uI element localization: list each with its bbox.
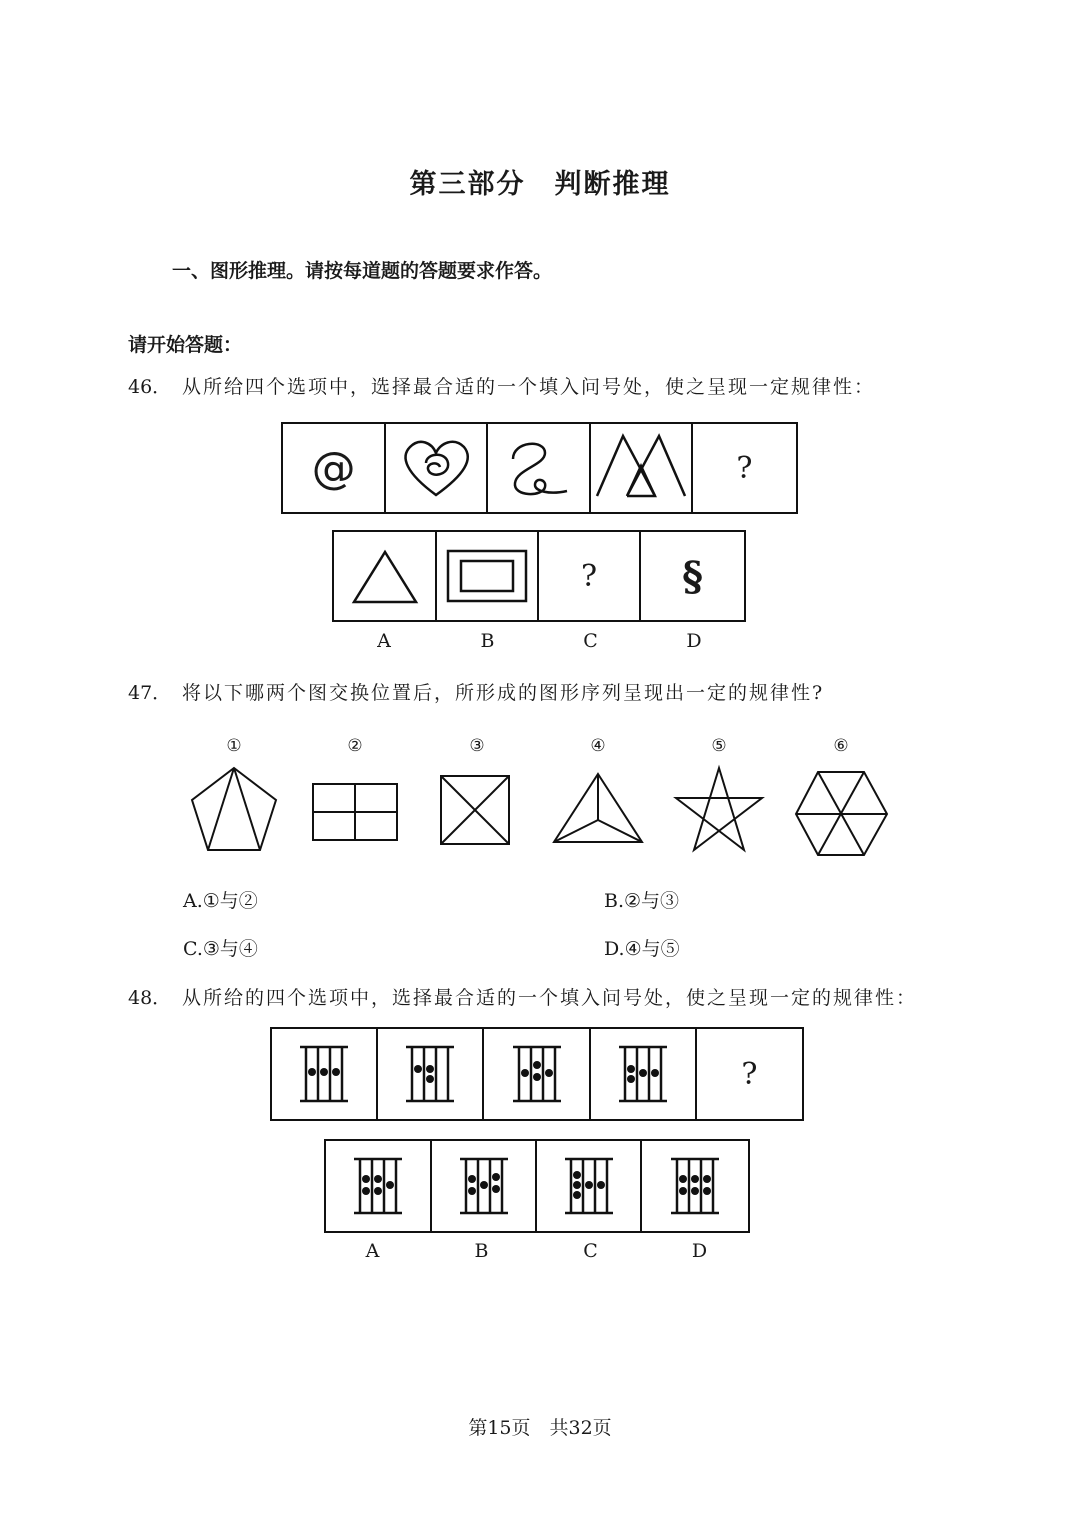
abacus-drawing [350,1155,406,1217]
question-text: 将以下哪两个图交换位置后，所形成的图形序列呈现出一定的规律性? [182,682,825,704]
heart-swirl-icon [386,424,488,512]
figure-index-6: ⑥ [833,736,849,756]
q48-sequence [270,1027,804,1121]
q46-sequence [281,422,798,514]
choice-b: B.②与③ [604,890,680,912]
abacus-icon [378,1029,484,1119]
q48-option-labels [318,1240,754,1262]
at-sign-icon: @ [283,424,386,512]
question-46 [128,372,875,399]
figure-index-4: ④ [590,736,606,756]
option-a-triangle-icon [334,532,437,620]
overlapping-triangles-icon [591,424,693,512]
question-mark: ? [741,1056,758,1092]
choice-a: A.①与② [183,890,258,912]
question-48 [128,983,917,1010]
figure-index-2: ② [347,736,363,756]
section-title: 第三部分 判断推理 [409,169,671,200]
question-text: 从所给四个选项中，选择最合适的一个填入问号处，使之呈现一定规律性： [182,376,876,398]
option-label-b: B [480,630,495,652]
option-b-nested-rectangles-icon [437,532,539,620]
option-label-c: C [583,630,598,652]
option-c-question-mark: ? [539,532,641,620]
abacus-drawing [402,1043,458,1105]
question-text: 从所给的四个选项中，选择最合适的一个填入问号处，使之呈现一定的规律性： [182,987,918,1009]
question-mark: ? [736,450,753,486]
question-number: 48． [128,987,172,1009]
abacus-drawing [615,1043,671,1105]
q46-option-labels [332,630,746,652]
figure-index-1: ① [226,736,242,756]
divided-triangle-icon [554,774,642,842]
option-label-a: A [365,1240,380,1262]
question-number: 46． [128,376,172,398]
page-footer: 第15页 共32页 [468,1417,612,1439]
option-label-d: D [686,630,702,652]
abacus-icon [272,1029,378,1119]
choice-d: D.④与⑤ [604,938,680,960]
option-label-a: A [377,630,391,652]
option-a-abacus-icon [326,1141,432,1231]
option-b-abacus-icon [432,1141,537,1231]
star-icon [676,768,762,850]
q46-options [332,530,746,622]
divided-rectangle-icon [313,784,397,840]
pentagon-icon [192,768,276,850]
abacus-drawing [456,1155,512,1217]
abacus-icon [591,1029,697,1119]
subheading: 一、图形推理。请按每道题的答题要求作答。 [172,260,553,282]
option-label-b: B [474,1240,489,1262]
divided-hexagon-icon [796,772,887,855]
abacus-icon [484,1029,590,1119]
crossed-square-icon [441,776,509,844]
curved-line-icon [488,424,590,512]
option-d-section-sign: § [682,552,703,600]
q48-options [324,1139,750,1233]
question-47 [128,678,824,705]
figure-index-3: ③ [469,736,485,756]
option-c-abacus-icon [537,1141,642,1231]
option-label-c: C [583,1240,598,1262]
option-label-d: D [691,1240,708,1262]
abacus-drawing [296,1043,352,1105]
abacus-drawing [667,1155,723,1217]
start-label: 请开始答题： [128,334,243,356]
choice-c: C.③与④ [183,938,258,960]
option-d-abacus-icon [642,1141,748,1231]
question-number: 47． [128,682,172,704]
figure-index-5: ⑤ [711,736,727,756]
abacus-drawing [561,1155,617,1217]
abacus-drawing [509,1043,565,1105]
q47-figures [180,762,900,862]
